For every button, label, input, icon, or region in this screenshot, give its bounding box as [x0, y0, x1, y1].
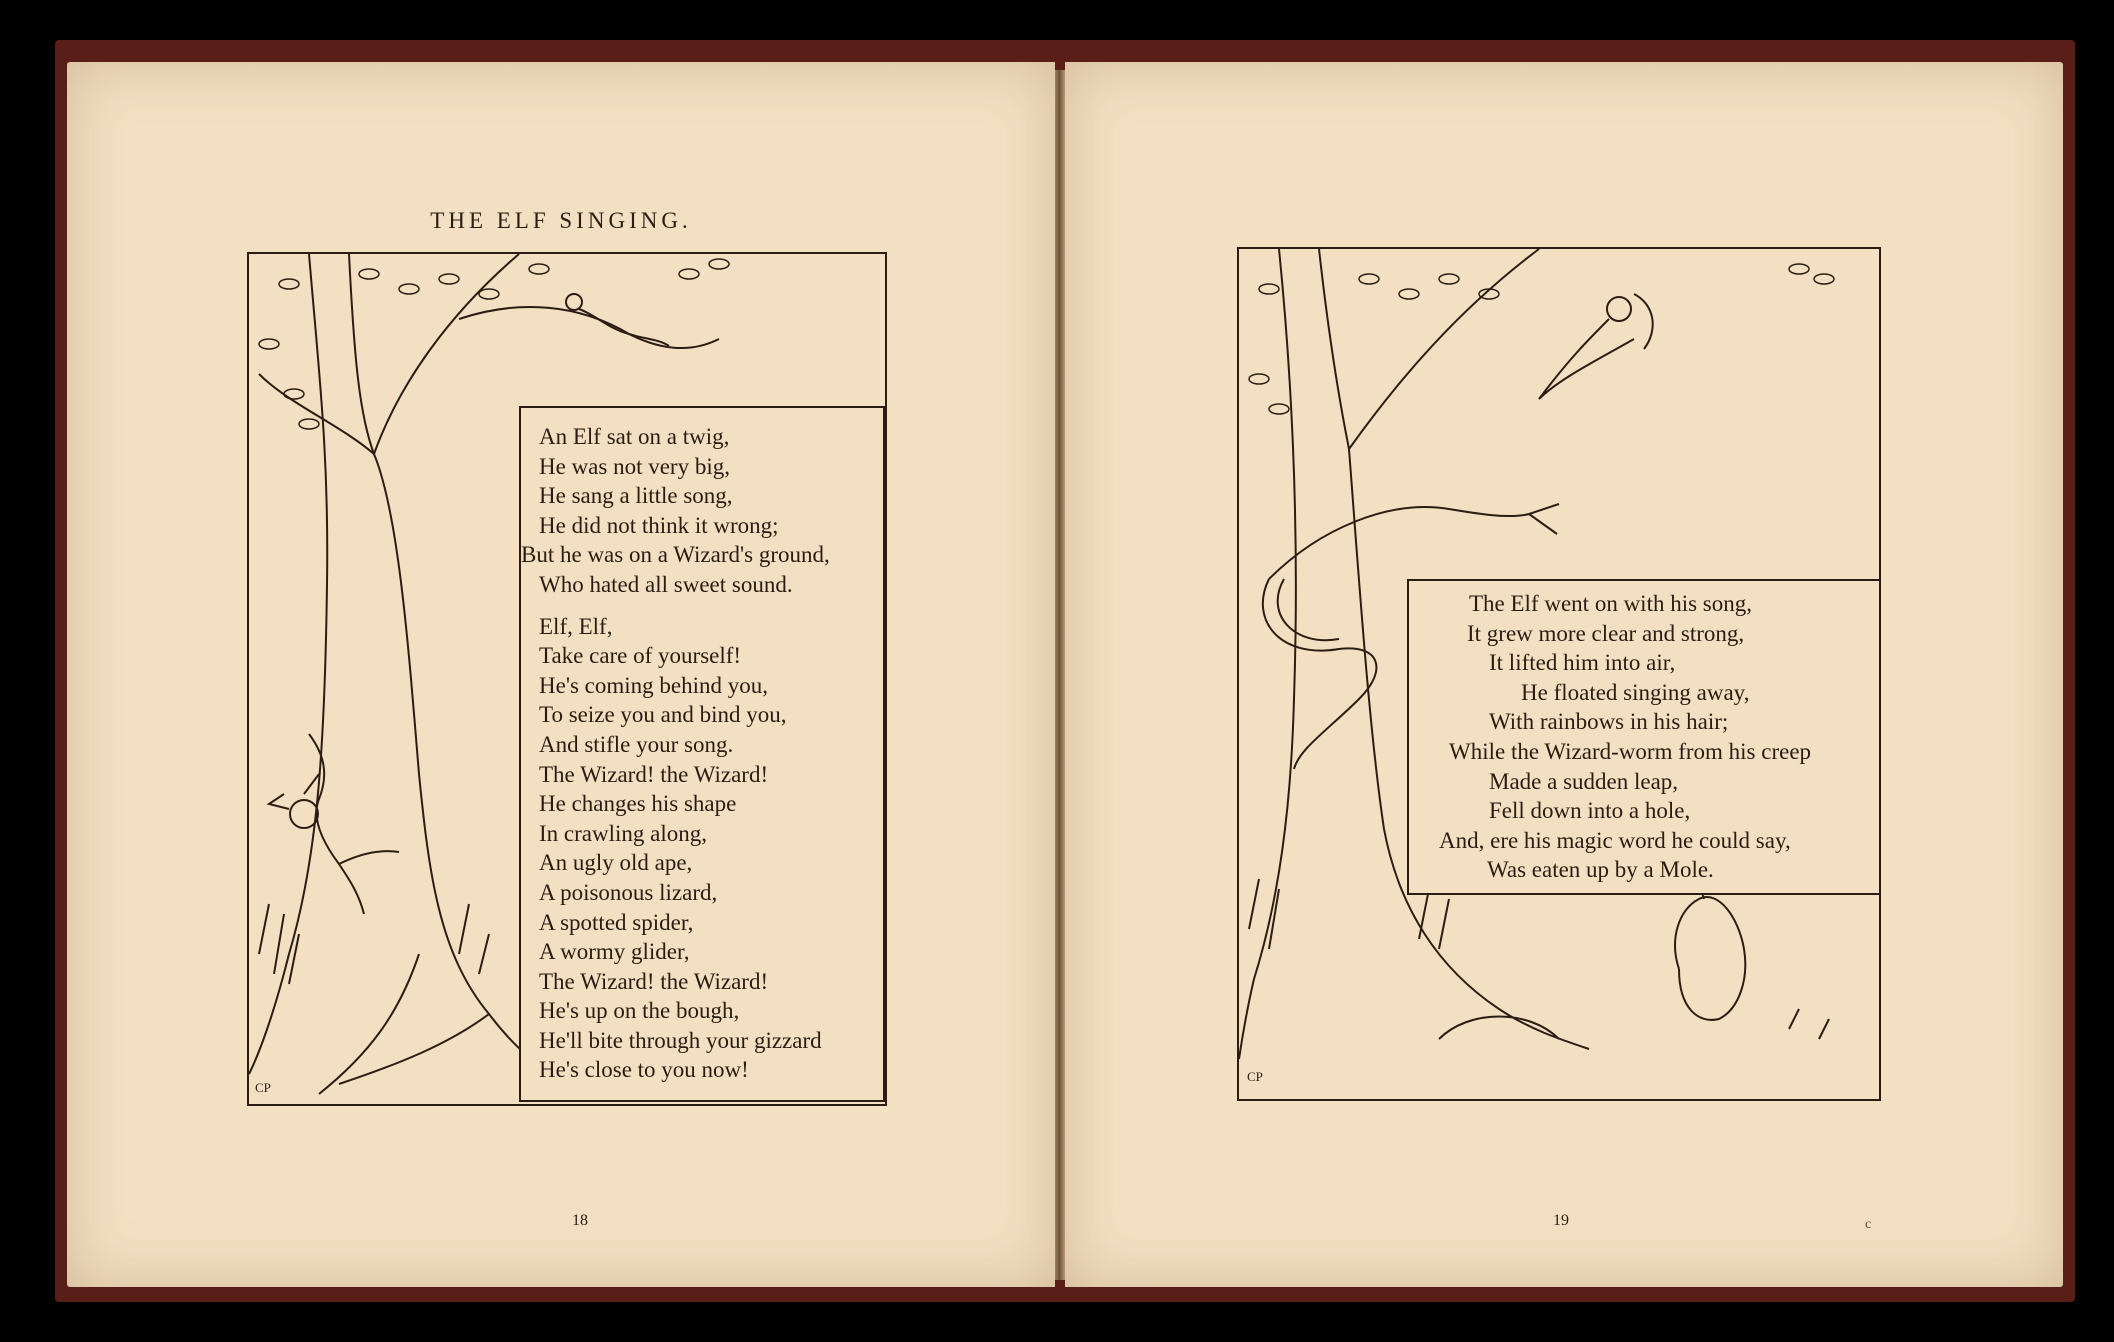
verse-line: The Elf went on with his song, — [1469, 591, 1752, 616]
verse-line: He did not think it wrong; — [539, 512, 779, 538]
verse-line: A spotted spider, — [539, 909, 694, 935]
verse-line: But he was on a Wizard's ground, — [521, 542, 830, 568]
verse-line: With rainbows in his hair; — [1489, 709, 1729, 735]
verse-line: He's close to you now! — [539, 1057, 749, 1083]
verse-line: It lifted him into air, — [1489, 650, 1676, 676]
verse-line: He's up on the bough, — [539, 998, 740, 1024]
verse-line: He'll bite through your gizzard — [539, 1027, 822, 1053]
running-head: THE ELF SINGING. — [430, 208, 692, 233]
signature-mark: c — [1865, 1217, 1872, 1232]
verse-line: The Wizard! the Wizard! — [539, 968, 769, 994]
verse-line: Made a sudden leap, — [1489, 768, 1679, 794]
verse-line: To seize you and bind you, — [539, 702, 787, 728]
verse-line: Who hated all sweet sound. — [539, 571, 793, 597]
left-page — [67, 62, 1055, 1287]
verse-line: Elf, Elf, — [539, 613, 613, 639]
verse-line: An ugly old ape, — [539, 850, 693, 876]
verse-line: In crawling along, — [539, 820, 707, 846]
verse-line: He's coming behind you, — [539, 672, 769, 698]
artist-initials: CP — [255, 1080, 271, 1095]
verse-line: He changes his shape — [539, 791, 737, 817]
verse-line: Fell down into a hole, — [1489, 798, 1691, 824]
right-page — [1065, 62, 2063, 1287]
verse-line: He was not very big, — [539, 453, 730, 479]
page-number: 19 — [1553, 1212, 1569, 1229]
verse-line: He floated singing away, — [1521, 679, 1750, 705]
left-verse-box — [519, 406, 885, 1102]
open-book — [55, 40, 2075, 1302]
verse-line: While the Wizard-worm from his creep — [1449, 738, 1812, 764]
verse-line: Take care of yourself! — [539, 643, 742, 669]
left-illustration-frame — [247, 252, 887, 1106]
verse-line: A poisonous lizard, — [539, 879, 718, 905]
verse-line: It grew more clear and strong, — [1467, 620, 1745, 646]
verse-line: The Wizard! the Wizard! — [539, 761, 769, 787]
verse-line: He sang a little song, — [539, 483, 733, 509]
verse-line: Was eaten up by a Mole. — [1487, 857, 1714, 883]
verse-line: And stifle your song. — [539, 731, 734, 757]
right-verse-box — [1407, 579, 1881, 895]
artist-initials: CP — [1247, 1069, 1263, 1084]
verse-line: An Elf sat on a twig, — [539, 424, 730, 449]
right-illustration-frame — [1237, 247, 1881, 1101]
verse-line: A wormy glider, — [539, 939, 690, 965]
page-number: 18 — [572, 1212, 588, 1229]
verse-line: And, ere his magic word he could say, — [1439, 827, 1791, 853]
